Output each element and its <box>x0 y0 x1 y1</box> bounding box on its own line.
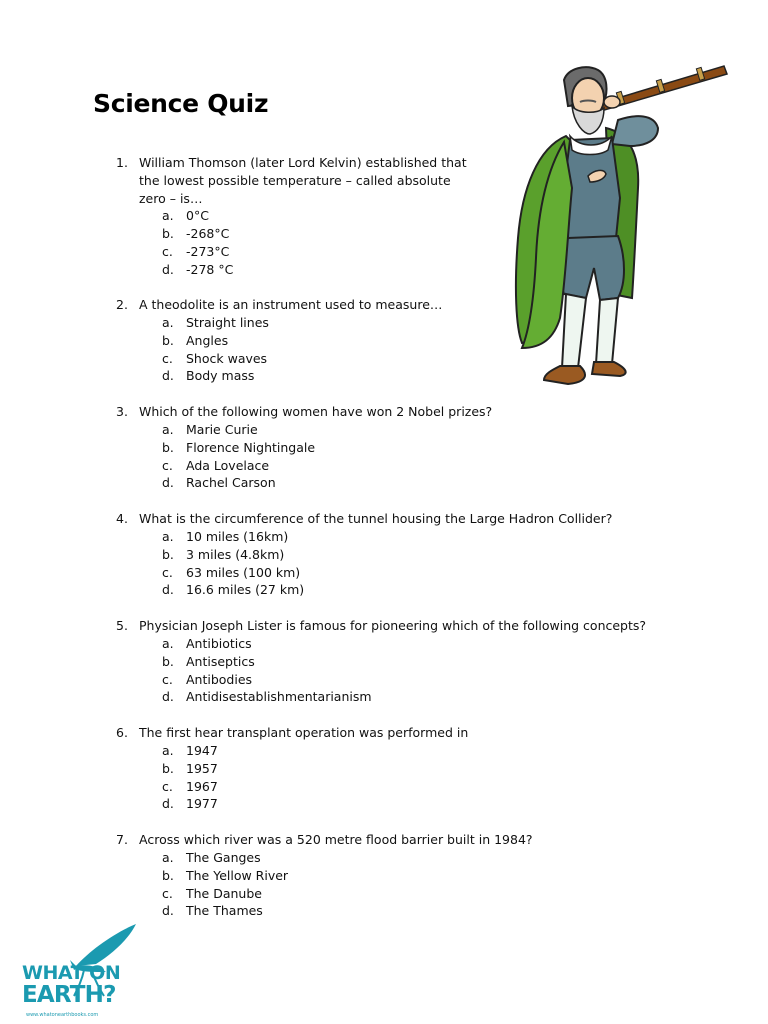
option-text: 63 miles (100 km) <box>186 565 301 580</box>
option-text: 16.6 miles (27 km) <box>186 582 305 597</box>
option-text: The Danube <box>186 886 262 901</box>
question-text: Across which river was a 520 metre flood barrier built in 1984? <box>139 832 533 847</box>
option-letter: c. <box>162 565 173 580</box>
option-c <box>0 564 768 582</box>
option-letter: a. <box>162 529 174 544</box>
option-text: 1967 <box>186 779 218 794</box>
option-letter: a. <box>162 743 174 758</box>
option-text: 0°C <box>186 208 209 223</box>
option-text: Florence Nightingale <box>186 440 316 455</box>
option-letter: c. <box>162 886 173 901</box>
option-text: The Ganges <box>186 850 261 865</box>
option-d <box>0 902 768 920</box>
option-letter: a. <box>162 208 174 223</box>
question-text: The first hear transplant operation was performed in <box>139 725 469 740</box>
option-text: Antidisestablishmentarianism <box>186 689 372 704</box>
option-letter: c. <box>162 458 173 473</box>
question-text: William Thomson (later Lord Kelvin) established that the lowest possible temperature – called absolute zero – is… <box>139 155 467 206</box>
logo-line-2: EARTH? <box>22 982 116 1008</box>
option-letter: c. <box>162 672 173 687</box>
question-text: A theodolite is an instrument used to measure… <box>139 297 443 312</box>
option-c <box>0 778 768 796</box>
option-text: -278 °C <box>186 262 234 277</box>
option-a <box>0 635 768 653</box>
option-c <box>0 885 768 903</box>
option-text: Marie Curie <box>186 422 258 437</box>
option-text: 1957 <box>186 761 218 776</box>
question-number: 3. <box>116 404 128 419</box>
option-letter: b. <box>162 761 174 776</box>
scientist-telescope-illustration <box>508 58 733 396</box>
option-b <box>0 546 768 564</box>
option-letter: b. <box>162 868 174 883</box>
option-a <box>0 528 768 546</box>
option-text: Antiseptics <box>186 654 255 669</box>
option-letter: b. <box>162 226 174 241</box>
option-d <box>0 795 768 813</box>
question-text: Which of the following women have won 2 Nobel prizes? <box>139 404 493 419</box>
option-letter: d. <box>162 262 174 277</box>
option-letter: d. <box>162 903 174 918</box>
option-text: Ada Lovelace <box>186 458 270 473</box>
option-letter: b. <box>162 654 174 669</box>
option-letter: d. <box>162 689 174 704</box>
logo-url: www.whatonearthbooks.com <box>26 1012 99 1018</box>
option-text: Antibodies <box>186 672 253 687</box>
option-text: 10 miles (16km) <box>186 529 289 544</box>
option-text: Straight lines <box>186 315 269 330</box>
option-text: Rachel Carson <box>186 475 276 490</box>
option-b <box>0 653 768 671</box>
logo-line-1: WHAT ON <box>22 962 121 984</box>
option-text: Angles <box>186 333 229 348</box>
option-b <box>0 439 768 457</box>
option-letter: a. <box>162 422 174 437</box>
option-letter: a. <box>162 315 174 330</box>
option-text: -273°C <box>186 244 230 259</box>
option-c <box>0 671 768 689</box>
option-text: Body mass <box>186 368 255 383</box>
option-text: Antibiotics <box>186 636 252 651</box>
option-c <box>0 457 768 475</box>
option-letter: a. <box>162 636 174 651</box>
question-text: What is the circumference of the tunnel housing the Large Hadron Collider? <box>139 511 613 526</box>
option-text: -268°C <box>186 226 230 241</box>
option-text: 1977 <box>186 796 218 811</box>
question-text: Physician Joseph Lister is famous for pioneering which of the following concepts? <box>139 618 647 633</box>
option-letter: d. <box>162 368 174 383</box>
option-letter: c. <box>162 779 173 794</box>
option-text: 1947 <box>186 743 218 758</box>
question-number: 5. <box>116 618 128 633</box>
option-a <box>0 742 768 760</box>
option-text: The Thames <box>186 903 263 918</box>
option-letter: c. <box>162 351 173 366</box>
option-a <box>0 849 768 867</box>
question-number: 7. <box>116 832 128 847</box>
option-letter: d. <box>162 475 174 490</box>
option-letter: d. <box>162 796 174 811</box>
option-b <box>0 867 768 885</box>
scientist-head-icon <box>564 67 606 134</box>
option-letter: d. <box>162 582 174 597</box>
option-a <box>0 421 768 439</box>
option-letter: b. <box>162 333 174 348</box>
page-title: Science Quiz <box>93 89 269 118</box>
option-letter: a. <box>162 850 174 865</box>
option-b <box>0 760 768 778</box>
question-number: 1. <box>116 155 128 170</box>
option-text: 3 miles (4.8km) <box>186 547 285 562</box>
question-number: 4. <box>116 511 128 526</box>
option-d <box>0 581 768 599</box>
question-number: 6. <box>116 725 128 740</box>
question-number: 2. <box>116 297 128 312</box>
option-letter: b. <box>162 440 174 455</box>
option-d <box>0 474 768 492</box>
option-d <box>0 688 768 706</box>
option-text: Shock waves <box>186 351 268 366</box>
option-text: The Yellow River <box>186 868 289 883</box>
option-letter: c. <box>162 244 173 259</box>
option-letter: b. <box>162 547 174 562</box>
logo-wordmark <box>22 962 120 1006</box>
